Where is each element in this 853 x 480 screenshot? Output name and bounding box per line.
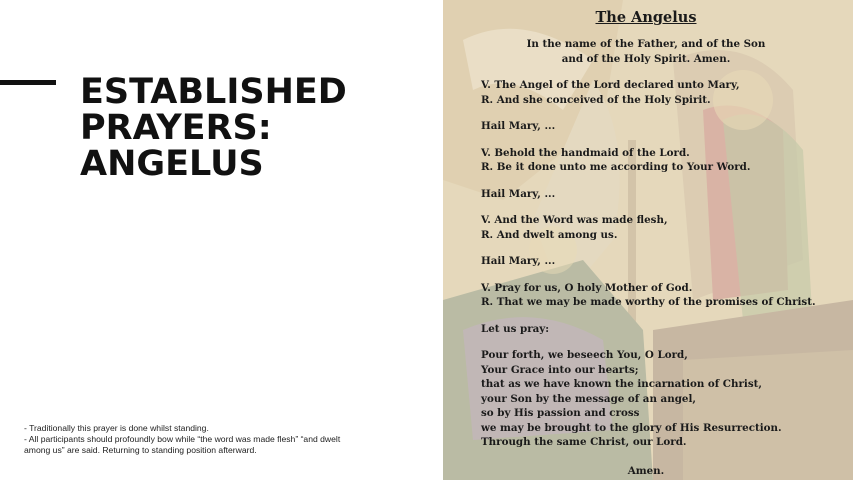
prayer-versicle (481, 281, 853, 310)
prayer-line: V. Pray for us, O holy Mother of God. (481, 281, 693, 294)
slide-title (80, 74, 420, 182)
prayer-line: Pour forth, we beseech You, O Lord, (481, 349, 688, 361)
prayer-line: V. Behold the handmaid of the Lord. (481, 146, 690, 159)
prayer-panel (443, 0, 853, 480)
prayer-line: Through the same Christ, our Lord. (481, 436, 687, 448)
speaker-notes (24, 423, 429, 456)
prayer-line: we may be brought to the glory of His Resurrection. (481, 421, 782, 434)
prayer-line: Hail Mary, ... (481, 120, 556, 132)
prayer-line: your Son by the message of an angel, (481, 392, 696, 405)
prayer-line: Hail Mary, ... (481, 187, 556, 200)
prayer-collect (481, 348, 853, 450)
prayer-line: R. Be it done unto me according to Your Word. (481, 161, 751, 173)
prayer-versicle (481, 146, 853, 175)
prayer-line: V. And the Word was made flesh, (481, 214, 668, 226)
prayer-line: R. And she conceived of the Holy Spirit. (481, 93, 711, 106)
prayer-line: Let us pray: (481, 322, 550, 335)
prayer-line: R. That we may be made worthy of the promises of Christ. (481, 296, 816, 308)
prayer-line: V. The Angel of the Lord declared unto Mary, (481, 79, 740, 91)
prayer-versicle (481, 213, 853, 242)
prayer-line: and of the Holy Spirit. Amen. (561, 52, 731, 65)
accent-bar (0, 80, 56, 85)
let-us-pray-line (481, 322, 853, 337)
prayer-line: Amen. (627, 464, 665, 477)
title-line: ANGELUS (80, 144, 264, 184)
angelus-prayer-text (481, 8, 853, 480)
prayer-line: R. And dwelt among us. (481, 228, 618, 241)
title-line: PRAYERS: (80, 108, 272, 148)
prayer-heading: The Angelus (595, 9, 697, 26)
title-line: ESTABLISHED (80, 72, 347, 112)
prayer-amen (481, 464, 811, 479)
hail-mary-line (481, 119, 853, 134)
note-line: - Traditionally this prayer is done whilst standing. (24, 423, 209, 433)
prayer-opening (481, 37, 811, 66)
note-line: - All participants should profoundly bow while “the word was made flesh” “and dwelt (24, 434, 341, 444)
prayer-line: Your Grace into our hearts; (481, 363, 639, 376)
prayer-line: so by His passion and cross (481, 407, 640, 419)
prayer-line: that as we have known the incarnation of Christ, (481, 378, 762, 390)
prayer-versicle (481, 78, 853, 107)
note-line: among us” are said. Returning to standing position afterward. (24, 445, 257, 455)
prayer-line: Hail Mary, ... (481, 255, 556, 267)
hail-mary-line (481, 254, 853, 269)
prayer-line: In the name of the Father, and of the Son (526, 38, 766, 50)
hail-mary-line (481, 187, 853, 202)
